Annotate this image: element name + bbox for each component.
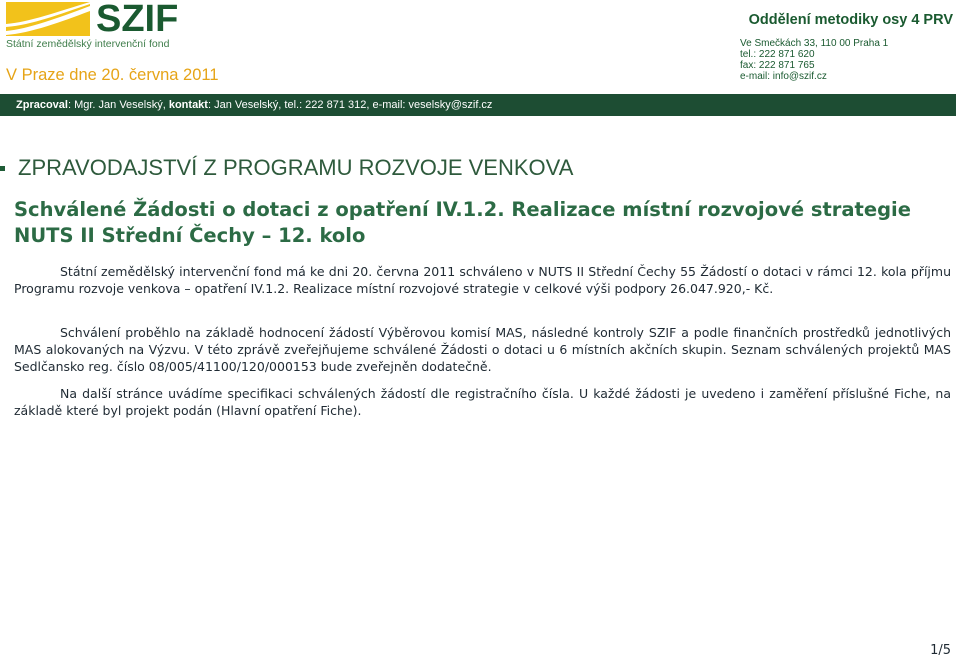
section-title (0, 155, 573, 181)
szif-logo-mark-icon (6, 2, 90, 36)
paragraph-approval: Schválení proběhlo na základě hodnocení žádostí Výběrovou komisí MAS, následné kontroly SZIF a podle finančních prostředků jednotlivých MAS alokovaných na Výzvu. V této zprávě zveřejňujeme schválené Žádosti o dotaci u 6 místních akčních skupin. Seznam schválených projektů MAS Sedlčansko reg. číslo 08/005/41100/120/000153 bude zveřejněn dodatečně. (14, 325, 951, 374)
szif-logo (6, 2, 182, 50)
department-tel: tel.: 222 871 620 (740, 49, 815, 60)
department-email[interactable]: e-mail: info@szif.cz (740, 71, 827, 82)
section-title-text: ZPRAVODAJSTVÍ Z PROGRAMU ROZVOJE VENKOVA (18, 155, 574, 180)
department-fax: fax: 222 871 765 (740, 60, 815, 71)
document-date: V Praze dne 20. června 2011 (6, 66, 219, 84)
department-title: Oddělení metodiky osy 4 PRV (748, 12, 953, 28)
logo-text: SZIF (96, 0, 179, 40)
page-number: 1/5 (930, 643, 951, 658)
headline: Schválené Žádosti o dotaci z opatření IV.1.2. Realizace místní rozvojové strategie NUTS II Střední Čechy – 12. kolo (14, 198, 911, 247)
contact-text[interactable]: : Jan Veselský, tel.: 222 871 312, e-mail: veselsky@szif.cz (207, 99, 493, 111)
author-bar (0, 94, 956, 116)
department-address: Ve Smečkách 33, 110 00 Praha 1 (740, 38, 889, 49)
paragraph-summary: Státní zemědělský intervenční fond má ke dni 20. června 2011 schváleno v NUTS II Střední Čechy 55 Žádostí o dotaci v rámci 12. kola příjmu Programu rozvoje venkova – opatření IV.1.2. Realizace místní rozvojové strategie v celkové výši podpory 26.047.920,- Kč. (14, 264, 951, 296)
logo-subtitle: Státní zemědělský intervenční fond (6, 38, 170, 50)
paragraph-next-page: Na další stránce uvádíme specifikaci schválených žádostí dle registračního čísla. U každé žádosti je uvedeno i zaměření příslušné Fiche, na základě které byl projekt podán (Hlavní opatření Fiche). (14, 386, 951, 418)
contact-label: kontakt (168, 99, 208, 111)
prepared-text: : Mgr. Jan Veselský, (67, 99, 169, 111)
department-contacts (713, 38, 953, 82)
square-bullet-icon (0, 166, 5, 171)
prepared-label: Zpracoval (16, 99, 68, 111)
department-block (713, 12, 953, 82)
